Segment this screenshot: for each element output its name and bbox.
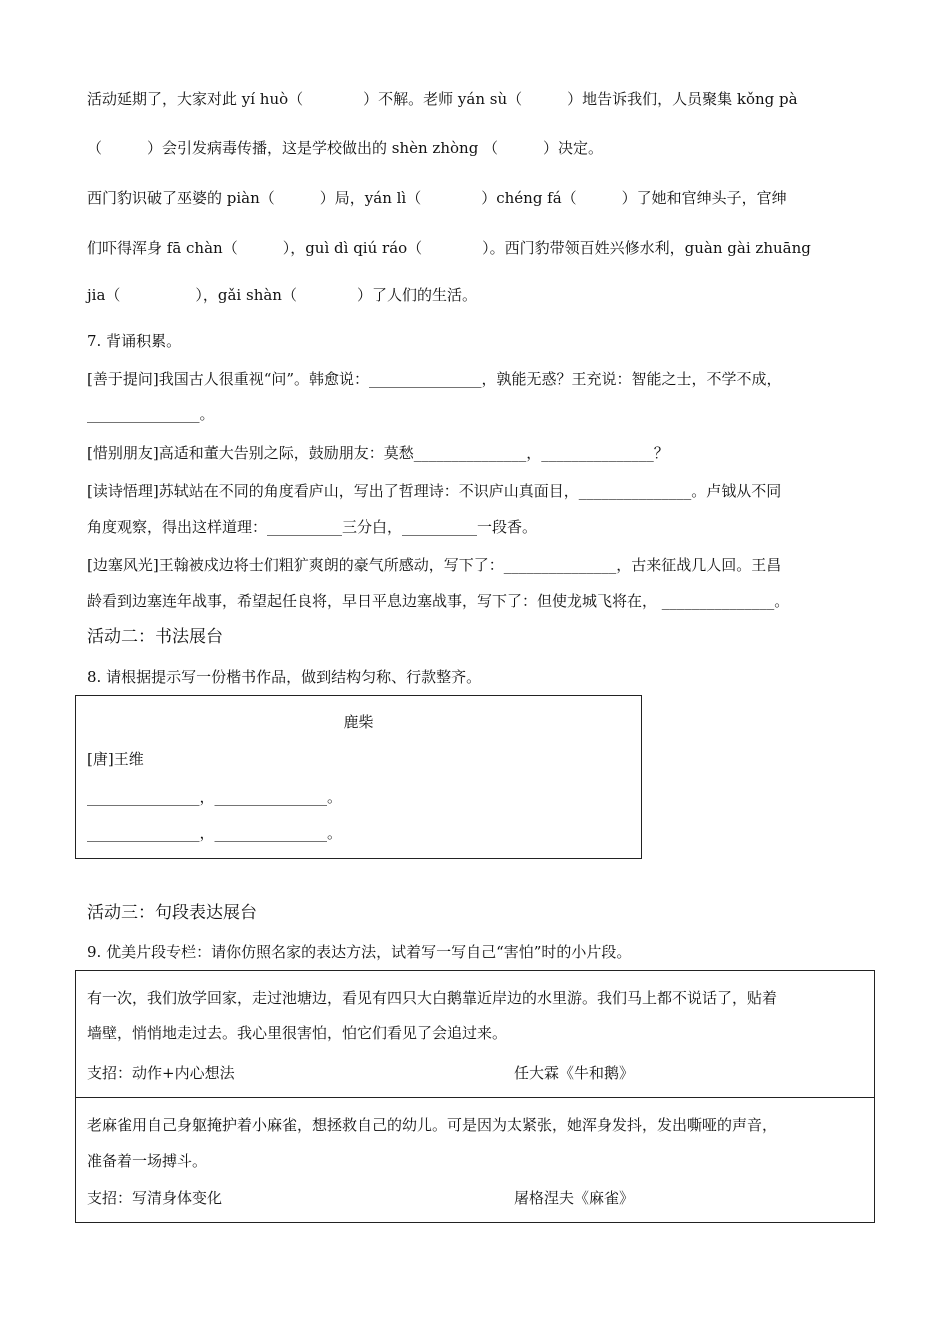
row-divider	[76, 1097, 874, 1098]
passage-2-line: 准备着一场搏斗。	[87, 1152, 208, 1170]
poem-line: _______________，_______________。	[87, 788, 343, 806]
recitation-line: 角度观察，得出这样道理：__________三分白，__________一段香。	[87, 518, 538, 536]
pinyin-line: 们吓得浑身 fā chàn（ ），guì dì qiú ráo（ ）。西门豹带领百姓兴修水利，guàn gài zhuāng	[87, 239, 811, 257]
passage-1-tip: 支招：动作+内心想法	[87, 1064, 235, 1082]
passage-2-source: 屠格涅夫《麻雀》	[514, 1189, 635, 1207]
activity-2-heading: 活动二：书法展台	[87, 627, 223, 647]
passage-1-line: 墙壁，悄悄地走过去。我心里很害怕，怕它们看见了会追过来。	[87, 1024, 508, 1042]
passage-2-tip: 支招：写清身体变化	[87, 1189, 223, 1207]
recitation-line: [读诗悟理]苏轼站在不同的角度看庐山，写出了哲理诗：不识庐山真面目，_______________。卢钺从不同	[87, 482, 782, 500]
passage-1-line: 有一次，我们放学回家，走过池塘边，看见有四只大白鹅靠近岸边的水里游。我们马上都不说话了，贴着	[87, 989, 778, 1007]
poem-title: 鹿柴	[343, 713, 374, 731]
pinyin-line: 西门豹识破了巫婆的 piàn（ ）局，yán lì（ ）chéng fá（ ）了她和官绅头子，官绅	[87, 189, 787, 207]
question-8-title: 8. 请根据提示写一份楷书作品，做到结构匀称、行款整齐。	[87, 668, 482, 686]
calligraphy-box	[75, 695, 642, 859]
recitation-line: [善于提问]我国古人很重视“问”。韩愈说：_______________，孰能无惑？王充说：智能之士，不学不成，	[87, 370, 782, 388]
recitation-line: _______________。	[87, 405, 215, 423]
pinyin-line: jia（ ），gǎi shàn（ ）了人们的生活。	[87, 286, 477, 304]
poem-author: [唐]王维	[87, 750, 144, 768]
recitation-line: 龄看到边塞连年战事，希望起任良将，早日平息边塞战事，写下了：但使龙城飞将在， _______________。	[87, 592, 790, 610]
passage-1-source: 任大霖《牛和鹅》	[514, 1064, 635, 1082]
pinyin-line: （ ）会引发病毒传播，这是学校做出的 shèn zhòng （ ）决定。	[87, 139, 604, 157]
question-7-title: 7. 背诵积累。	[87, 332, 182, 350]
activity-3-heading: 活动三：句段表达展台	[87, 903, 257, 923]
pinyin-line: 活动延期了，大家对此 yí huò（ ）不解。老师 yán sù（ ）地告诉我们，人员聚集 kǒng pà	[87, 90, 798, 108]
passage-2-line: 老麻雀用自己身躯掩护着小麻雀，想拯救自己的幼儿。可是因为太紧张，她浑身发抖，发出嘶哑的声音，	[87, 1116, 778, 1134]
poem-line: _______________，_______________。	[87, 824, 343, 842]
recitation-line: [惜别朋友]高适和董大告别之际，鼓励朋友：莫愁_______________，_______________？	[87, 444, 669, 462]
passages-box	[75, 970, 875, 1223]
question-9-title: 9. 优美片段专栏：请你仿照名家的表达方法，试着写一写自己“害怕”时的小片段。	[87, 943, 632, 961]
recitation-line: [边塞风光]王翰被戍边将士们粗犷爽朗的豪气所感动，写下了：_______________，古来征战几人回。王昌	[87, 556, 782, 574]
